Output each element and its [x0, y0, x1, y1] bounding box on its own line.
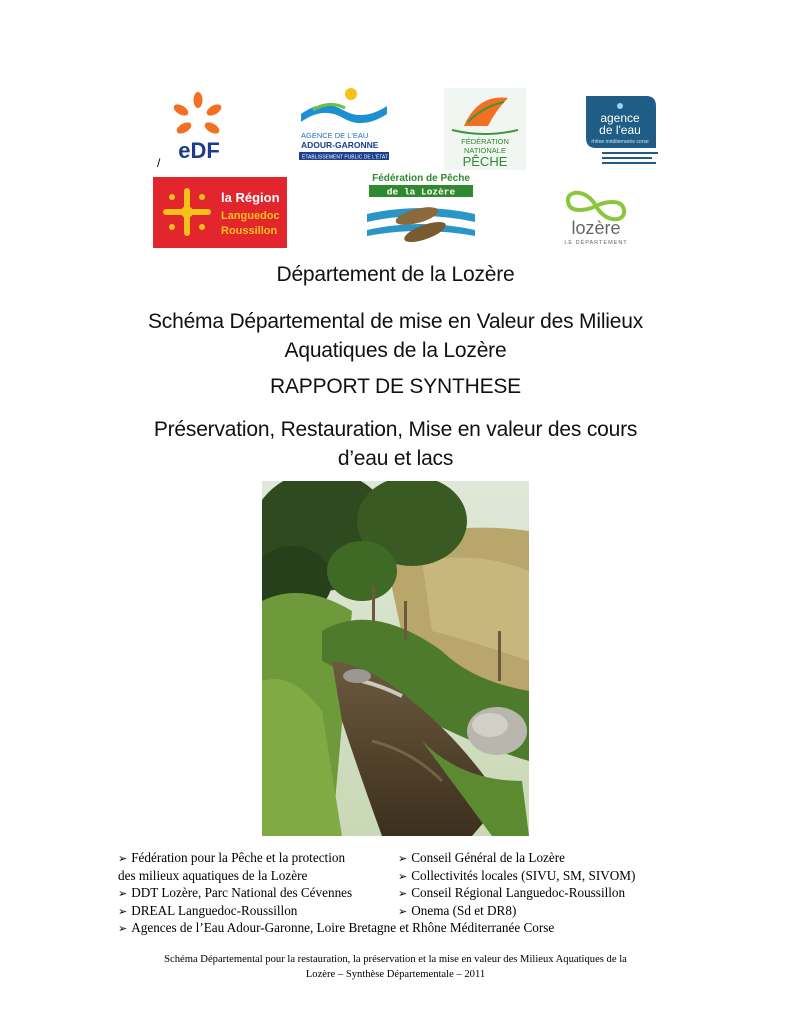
adour-garonne-logo [293, 84, 393, 164]
partner-label: Conseil Régional Languedoc-Roussillon [411, 885, 626, 901]
partner-label: Conseil Général de la Lozère [411, 850, 565, 865]
bullet-arrow-icon: ➢ [118, 923, 128, 936]
partner-item [118, 920, 678, 938]
sun-icon [345, 88, 357, 100]
bullet-arrow-icon: ➢ [398, 905, 408, 918]
subtitle-line2: d’eau et lacs [337, 447, 454, 470]
lozere-line2: LE DÉPARTEMENT [564, 240, 628, 246]
partner-label: Collectivités locales (SIVU, SM, SIVOM) [411, 867, 636, 883]
schema-title-line1: Schéma Départemental de mise en Valeur des Milieux [147, 310, 644, 333]
footer-line1: Schéma Départemental pour la restauration, la préservation et la mise en valeur des Milieux Aquatiques de la [164, 954, 627, 965]
subtitle [100, 415, 691, 473]
edf-flower-icon [172, 92, 223, 136]
infinity-icon [568, 193, 624, 220]
edf-wordmark: eDF [178, 138, 220, 162]
schema-title [100, 307, 691, 365]
region-logo [153, 177, 287, 248]
region-line3: Roussillon [221, 225, 278, 237]
schema-title-line2: Aquatiques de la Lozère [284, 339, 507, 362]
lozere-line1: lozère [571, 218, 621, 238]
drop-icon [617, 103, 623, 109]
rmc-logo [582, 92, 664, 172]
fnp-line3: PÊCHE [462, 154, 508, 169]
fnp-line2: NATIONALE [464, 146, 506, 155]
partner-label: des milieux aquatiques de la Lozère [118, 867, 308, 883]
partner-item [118, 868, 398, 886]
fnp-logo [444, 88, 526, 170]
fede-lozere-logo [367, 170, 475, 250]
subtitle-line1: Préservation, Restauration, Mise en valeur des cours [153, 418, 638, 441]
bullet-arrow-icon: ➢ [398, 888, 408, 901]
department-title: Département de la Lozère [276, 263, 515, 286]
partner-item [398, 903, 678, 921]
partner-label: DDT Lozère, Parc National des Cévennes [131, 885, 353, 901]
partner-label: Agences de l’Eau Adour-Garonne, Loire Bretagne et Rhône Méditerranée Corse [131, 920, 555, 936]
fede-line1: Fédération de Pêche [372, 173, 470, 184]
fnp-line1: FÉDÉRATION [461, 137, 509, 146]
partner-label: DREAL Languedoc-Roussillon [131, 902, 298, 918]
slash-mark: / [157, 156, 161, 170]
partner-item [398, 868, 678, 886]
adour-line1: AGENCE DE L'EAU [301, 131, 369, 140]
partner-label: Onema (Sd et DR8) [411, 902, 517, 918]
adour-line3: ÉTABLISSEMENT PUBLIC DE L'ÉTAT [302, 154, 388, 161]
partner-item [118, 903, 398, 921]
occitan-cross-icon [163, 188, 211, 236]
bullet-arrow-icon: ➢ [398, 853, 408, 865]
bullet-arrow-icon: ➢ [118, 888, 128, 901]
lozere-logo [556, 180, 636, 246]
stream-photo [262, 481, 529, 836]
partner-item [118, 885, 398, 903]
edf-logo [168, 90, 230, 162]
fede-line2: de la Lozère [386, 186, 456, 198]
partner-label: Fédération pour la Pêche et la protection [131, 850, 346, 865]
page-footer [110, 952, 681, 982]
partners-list [118, 850, 678, 938]
report-title: RAPPORT DE SYNTHESE [270, 375, 521, 398]
partner-item [118, 850, 398, 868]
bullet-arrow-icon: ➢ [118, 853, 128, 865]
region-line2: Languedoc [221, 210, 280, 222]
region-line1: la Région [221, 190, 280, 205]
footer-line2: Lozère – Synthèse Départementale – 2011 [305, 969, 486, 980]
bullet-arrow-icon: ➢ [118, 905, 128, 918]
adour-line2: ADOUR-GARONNE [301, 140, 379, 150]
rmc-line3: rhône méditerranée corse [591, 139, 649, 145]
partner-item [398, 885, 678, 903]
rmc-line2: de l'eau [599, 123, 641, 137]
partner-item [398, 850, 678, 868]
rmc-line1: agence [600, 111, 640, 125]
bullet-arrow-icon: ➢ [398, 870, 408, 883]
